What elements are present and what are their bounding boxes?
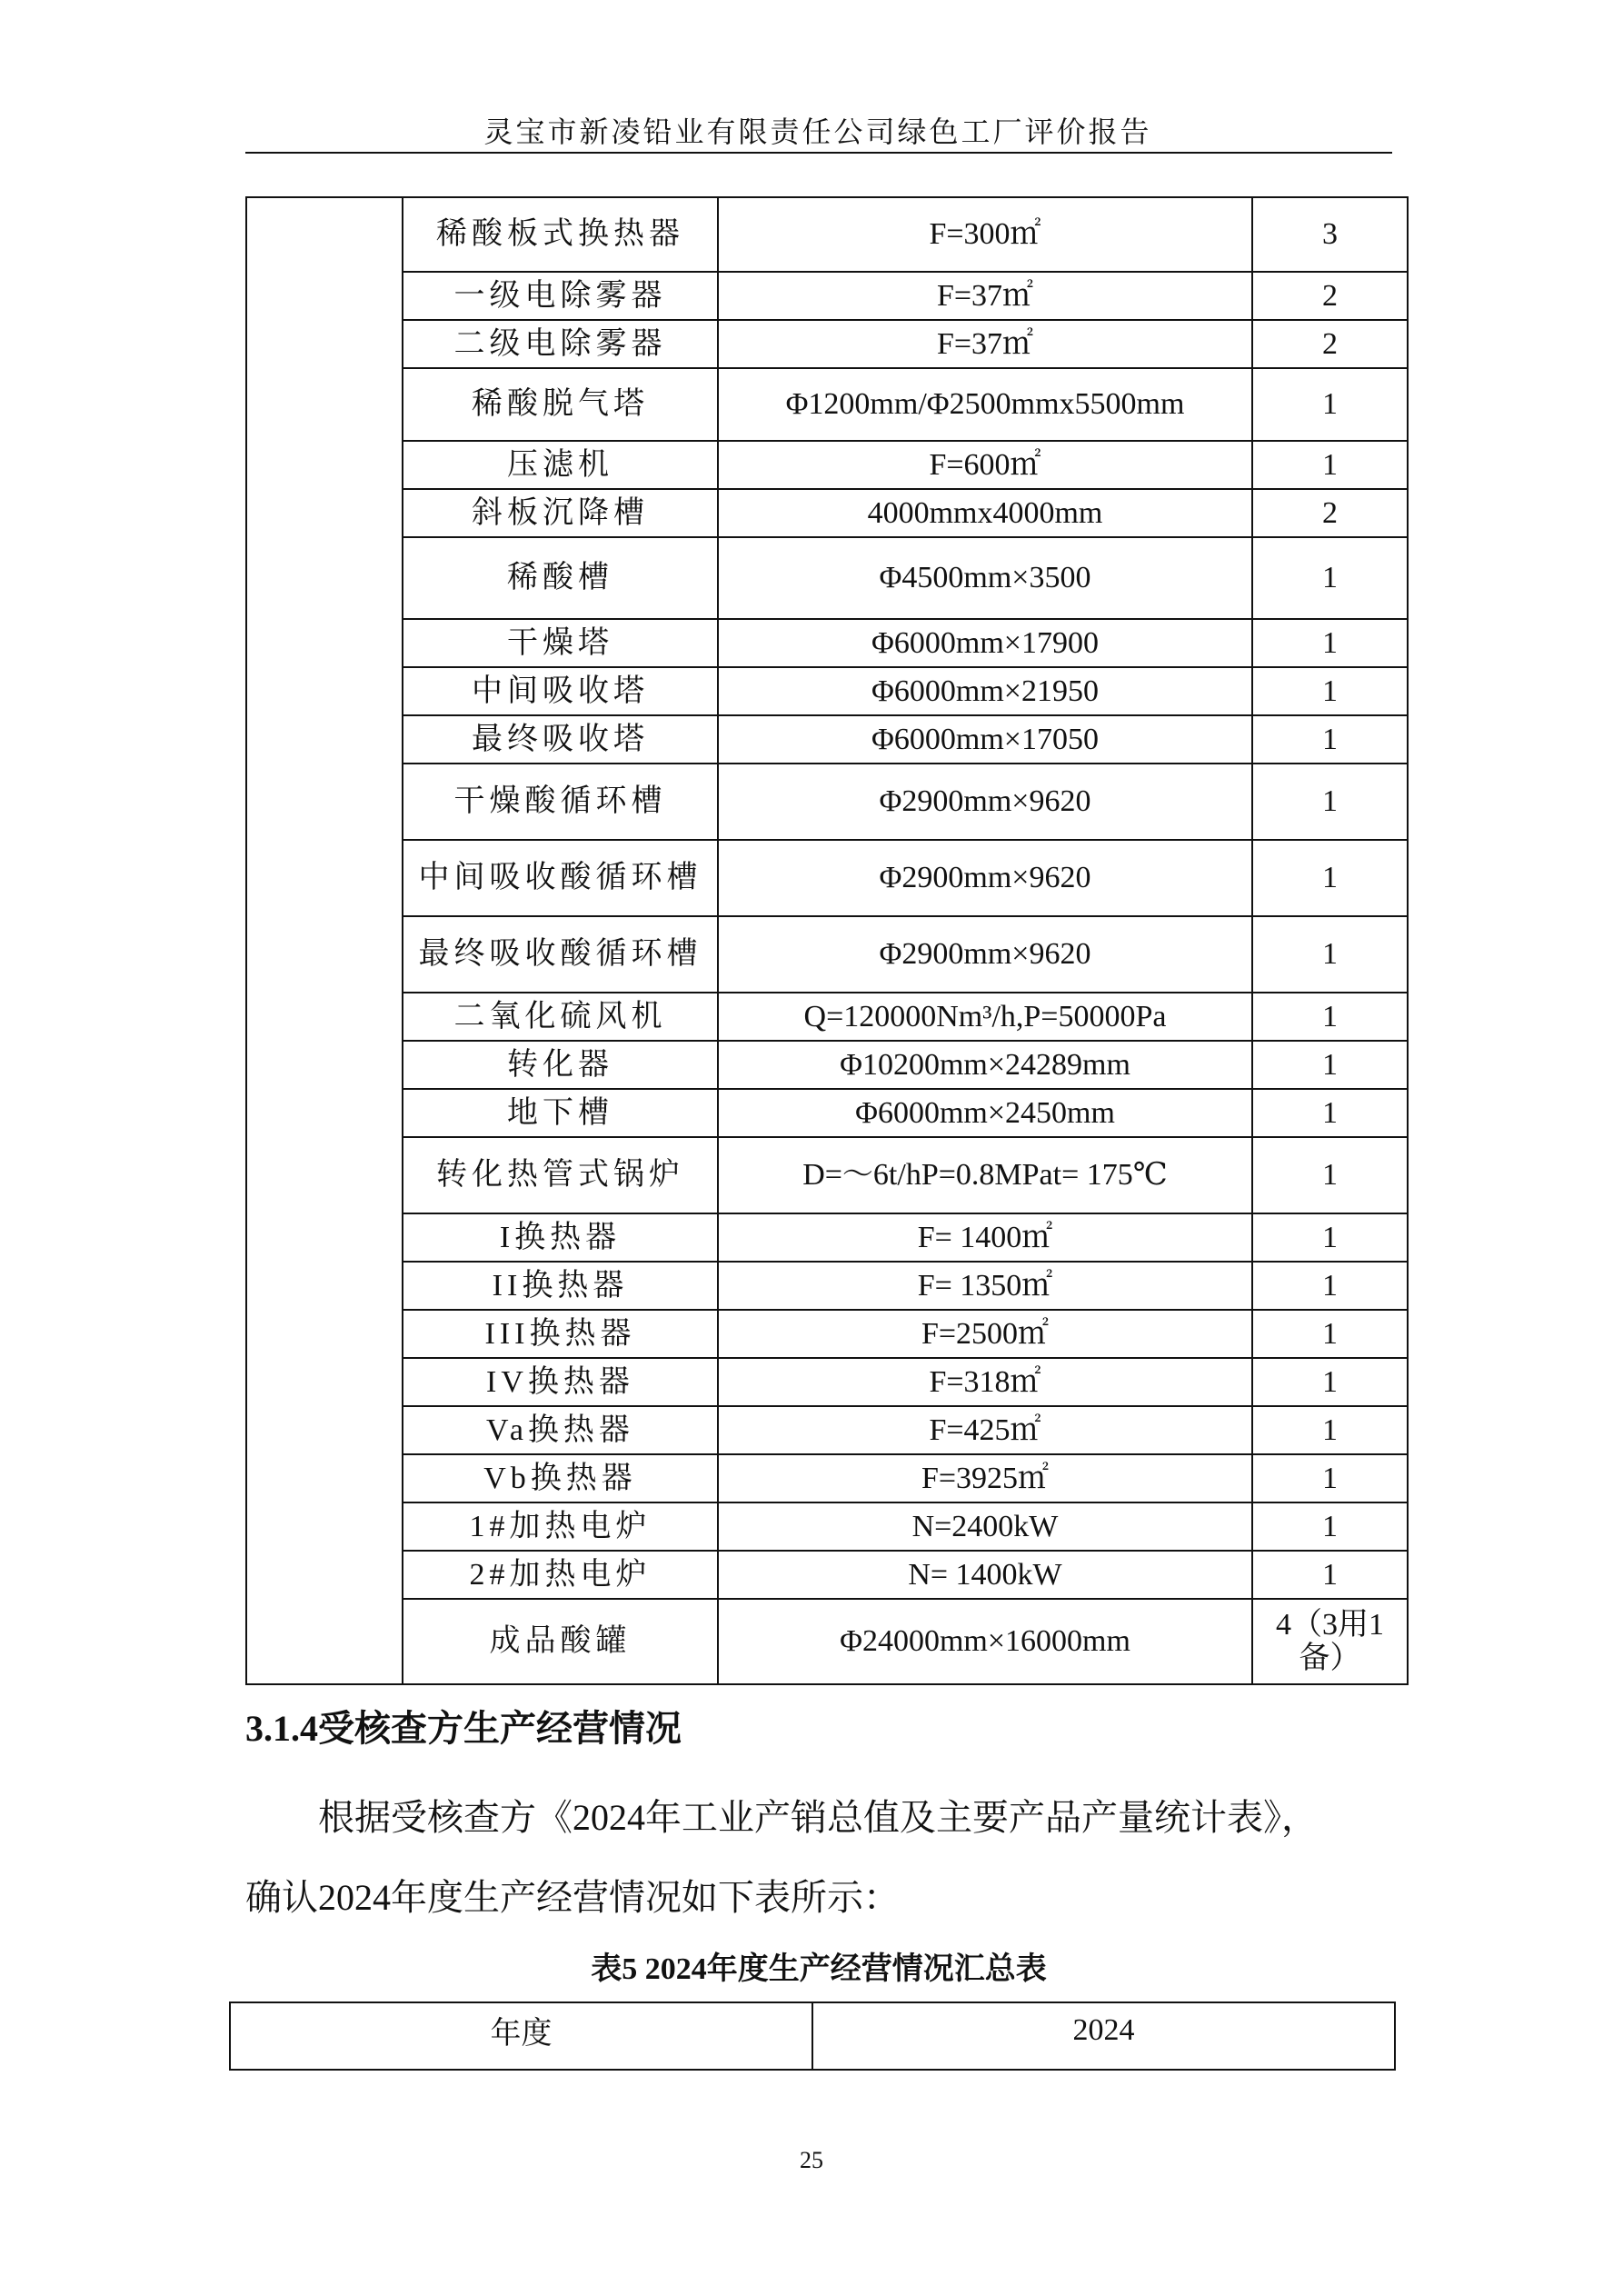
equipment-qty-cell: 1	[1252, 441, 1408, 489]
equipment-qty-cell: 1	[1252, 1213, 1408, 1262]
equipment-spec-cell: Φ6000mm×17050	[718, 715, 1252, 764]
table-row	[246, 368, 1408, 441]
equipment-name-cell: Va换热器	[403, 1406, 718, 1454]
table-row	[246, 619, 1408, 667]
table-caption: 表5 2024年度生产经营情况汇总表	[591, 1952, 1047, 1986]
equipment-name-cell: 干燥塔	[403, 619, 718, 667]
equipment-name-cell: 二级电除雾器	[403, 320, 718, 368]
equipment-qty-cell: 1	[1252, 1041, 1408, 1089]
equipment-name-cell: 稀酸槽	[403, 537, 718, 619]
equipment-spec-cell: F=425㎡	[718, 1406, 1252, 1454]
table-row	[246, 1454, 1408, 1502]
equipment-spec-cell: Q=120000Nm³/h,P=50000Pa	[718, 993, 1252, 1041]
equipment-name-cell: I换热器	[403, 1213, 718, 1262]
equipment-qty-cell: 2	[1252, 489, 1408, 537]
equipment-qty-cell: 1	[1252, 1262, 1408, 1310]
summary-label-cell: 年度	[230, 2002, 812, 2070]
equipment-name-cell: 地下槽	[403, 1089, 718, 1137]
body-paragraph-line-1: 根据受核查方《2024年工业产销总值及主要产品产量统计表》，	[318, 1797, 1318, 1838]
table-row	[246, 1041, 1408, 1089]
equipment-spec-cell: Φ2900mm×9620	[718, 840, 1252, 916]
equipment-name-cell: 一级电除雾器	[403, 272, 718, 320]
equipment-spec-cell: F=318㎡	[718, 1358, 1252, 1406]
table-row	[230, 2002, 1395, 2070]
equipment-name-cell: 斜板沉降槽	[403, 489, 718, 537]
equipment-qty-cell: 1	[1252, 1406, 1408, 1454]
equipment-qty-cell: 1	[1252, 368, 1408, 441]
equipment-qty-cell: 1	[1252, 537, 1408, 619]
table-row	[246, 1599, 1408, 1684]
equipment-name-cell: 二氧化硫风机	[403, 993, 718, 1041]
table-row	[246, 993, 1408, 1041]
table-row	[246, 489, 1408, 537]
equipment-spec-cell: Φ1200mm/Φ2500mmx5500mm	[718, 368, 1252, 441]
page-number: 25	[800, 2147, 823, 2173]
equipment-name-cell: 稀酸脱气塔	[403, 368, 718, 441]
table-row	[246, 272, 1408, 320]
equipment-spec-cell: F=37㎡	[718, 320, 1252, 368]
table-row	[246, 1358, 1408, 1406]
equipment-spec-cell: 4000mmx4000mm	[718, 489, 1252, 537]
table-row	[246, 441, 1408, 489]
equipment-qty-cell: 1	[1252, 1310, 1408, 1358]
equipment-qty-cell: 4（3用1备）	[1252, 1599, 1408, 1684]
equipment-spec-cell: Φ4500mm×3500	[718, 537, 1252, 619]
equipment-spec-cell: F=600㎡	[718, 441, 1252, 489]
table-row	[246, 320, 1408, 368]
equipment-name-cell: Vb换热器	[403, 1454, 718, 1502]
equipment-name-cell: 转化器	[403, 1041, 718, 1089]
equipment-name-cell: 最终吸收塔	[403, 715, 718, 764]
equipment-spec-cell: Φ24000mm×16000mm	[718, 1599, 1252, 1684]
table-row	[246, 840, 1408, 916]
equipment-table	[245, 196, 1409, 1685]
equipment-name-cell: 转化热管式锅炉	[403, 1137, 718, 1213]
equipment-qty-cell: 2	[1252, 320, 1408, 368]
table-row	[246, 1310, 1408, 1358]
table-row	[246, 1406, 1408, 1454]
equipment-qty-cell: 1	[1252, 1551, 1408, 1599]
header-divider	[245, 152, 1392, 154]
equipment-qty-cell: 1	[1252, 840, 1408, 916]
table-row	[246, 537, 1408, 619]
equipment-spec-cell: F=2500㎡	[718, 1310, 1252, 1358]
equipment-qty-cell: 1	[1252, 764, 1408, 840]
equipment-name-cell: 压滤机	[403, 441, 718, 489]
table-row	[246, 1089, 1408, 1137]
equipment-name-cell: II换热器	[403, 1262, 718, 1310]
equipment-qty-cell: 1	[1252, 619, 1408, 667]
equipment-spec-cell: Φ6000mm×17900	[718, 619, 1252, 667]
body-paragraph-line-2: 确认2024年度生产经营情况如下表所示：	[245, 1877, 900, 1918]
table-row	[246, 1502, 1408, 1551]
equipment-qty-cell: 1	[1252, 1358, 1408, 1406]
equipment-qty-cell: 1	[1252, 1454, 1408, 1502]
section-heading: 3.1.4受核查方生产经营情况	[245, 1708, 682, 1749]
equipment-spec-cell: F=37㎡	[718, 272, 1252, 320]
equipment-name-cell: 中间吸收酸循环槽	[403, 840, 718, 916]
equipment-spec-cell: Φ6000mm×2450mm	[718, 1089, 1252, 1137]
equipment-qty-cell: 1	[1252, 916, 1408, 993]
equipment-qty-cell: 1	[1252, 1089, 1408, 1137]
equipment-spec-cell: F= 1350㎡	[718, 1262, 1252, 1310]
equipment-qty-cell: 1	[1252, 715, 1408, 764]
equipment-spec-cell: Φ2900mm×9620	[718, 916, 1252, 993]
equipment-qty-cell: 1	[1252, 1502, 1408, 1551]
table-row	[246, 715, 1408, 764]
equipment-name-cell: 2#加热电炉	[403, 1551, 718, 1599]
equipment-name-cell: 成品酸罐	[403, 1599, 718, 1684]
equipment-spec-cell: N= 1400kW	[718, 1551, 1252, 1599]
equipment-name-cell: 最终吸收酸循环槽	[403, 916, 718, 993]
equipment-spec-cell: Φ2900mm×9620	[718, 764, 1252, 840]
equipment-name-cell: 干燥酸循环槽	[403, 764, 718, 840]
equipment-name-cell: IV换热器	[403, 1358, 718, 1406]
equipment-qty-cell: 1	[1252, 667, 1408, 715]
equipment-qty-cell: 3	[1252, 197, 1408, 272]
equipment-name-cell: 稀酸板式换热器	[403, 197, 718, 272]
equipment-name-cell: 1#加热电炉	[403, 1502, 718, 1551]
table-row	[246, 197, 1408, 272]
table-row	[246, 764, 1408, 840]
table-row	[246, 1262, 1408, 1310]
equipment-spec-cell: F= 1400㎡	[718, 1213, 1252, 1262]
table-row	[246, 667, 1408, 715]
equipment-name-cell: 中间吸收塔	[403, 667, 718, 715]
equipment-spec-cell: Φ6000mm×21950	[718, 667, 1252, 715]
equipment-qty-cell: 2	[1252, 272, 1408, 320]
equipment-spec-cell: Φ10200mm×24289mm	[718, 1041, 1252, 1089]
category-cell	[246, 197, 403, 1684]
table-row	[246, 1137, 1408, 1213]
equipment-spec-cell: F=3925㎡	[718, 1454, 1252, 1502]
equipment-spec-cell: N=2400kW	[718, 1502, 1252, 1551]
table-row	[246, 1213, 1408, 1262]
equipment-spec-cell: F=300㎡	[718, 197, 1252, 272]
table-row	[246, 916, 1408, 993]
summary-value-cell: 2024	[812, 2002, 1395, 2070]
table-row	[246, 1551, 1408, 1599]
report-header-title: 灵宝市新凌铅业有限责任公司绿色工厂评价报告	[483, 115, 1152, 148]
summary-table	[229, 2002, 1396, 2071]
equipment-qty-cell: 1	[1252, 993, 1408, 1041]
equipment-spec-cell: D=～6t/hP=0.8MPat= 175℃	[718, 1137, 1252, 1213]
equipment-qty-cell: 1	[1252, 1137, 1408, 1213]
equipment-name-cell: III换热器	[403, 1310, 718, 1358]
